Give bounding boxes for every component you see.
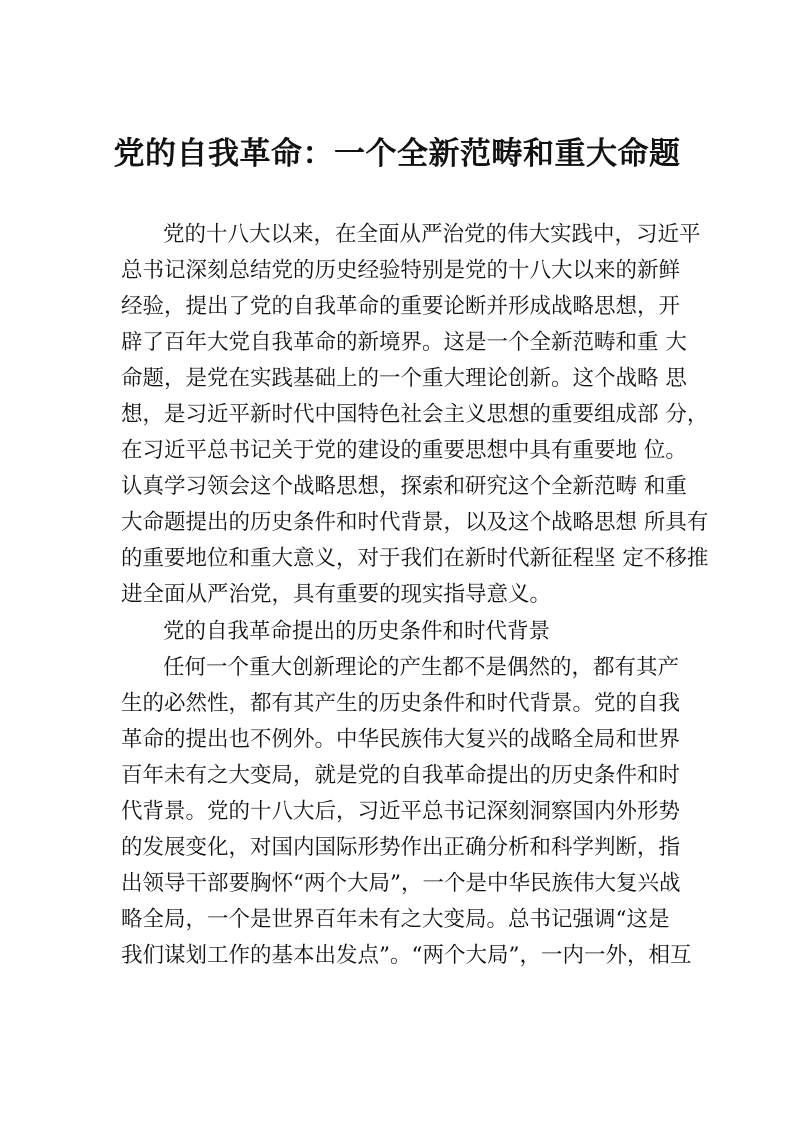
body-line-7: 在习近平总书记关于党的建设的重要思想中具有重要地 位。 — [121, 438, 687, 463]
body-line-11: 进全面从严治党，具有重要的现实指导意义。 — [121, 582, 552, 607]
body-line-8: 认真学习领会这个战略思想，探索和研究这个全新范畴 和重 — [121, 474, 687, 499]
body-line-13: 任何一个重大创新理论的产生都不是偶然的，都有其产 — [163, 655, 680, 680]
body-line-16: 百年未有之大变局，就是党的自我革命提出的历史条件和时 — [121, 763, 681, 788]
body-line-14: 生的必然性，都有其产生的历史条件和时代背景。党的自我 — [121, 691, 681, 716]
body-line-3: 经验，提出了党的自我革命的重要论断并形成战略思想，开 — [121, 294, 681, 319]
body-line-17: 代背景。党的十八大后，习近平总书记深刻洞察国内外形势 — [121, 799, 681, 824]
body-line-18: 的发展变化，对国内国际形势作出正确分析和科学判断，指 — [121, 835, 681, 860]
body-line-10: 的重要地位和重大意义，对于我们在新时代新征程坚 定不移推 — [121, 546, 709, 571]
body-line-6: 想，是习近平新时代中国特色社会主义思想的重要组成部 分， — [121, 402, 709, 427]
body-line-21: 我们谋划工作的基本出发点”。“两个大局”，一内一外，相互 — [121, 943, 692, 968]
body-line-20: 略全局，一个是世界百年未有之大变局。总书记强调“这是 — [121, 907, 670, 932]
section-heading: 党的自我革命提出的历史条件和时代背景 — [163, 619, 551, 644]
document-title: 党的自我革命：一个全新范畴和重大命题 — [113, 136, 681, 172]
body-line-1: 党的十八大以来，在全面从严治党的伟大实践中，习近平 — [163, 222, 701, 247]
body-line-9: 大命题提出的历史条件和时代背景，以及这个战略思想 所具有 — [121, 510, 709, 535]
body-line-19: 出领导干部要胸怀“两个大局”，一个是中华民族伟大复兴战 — [121, 871, 681, 896]
body-line-2: 总书记深刻总结党的历史经验特别是党的十八大以来的新鲜 — [121, 258, 681, 283]
body-line-4: 辟了百年大党自我革命的新境界。这是一个全新范畴和重 大 — [121, 330, 687, 355]
body-line-5: 命题，是党在实践基础上的一个重大理论创新。这个战略 思 — [121, 366, 687, 391]
body-line-15: 革命的提出也不例外。中华民族伟大复兴的战略全局和世界 — [121, 727, 681, 752]
